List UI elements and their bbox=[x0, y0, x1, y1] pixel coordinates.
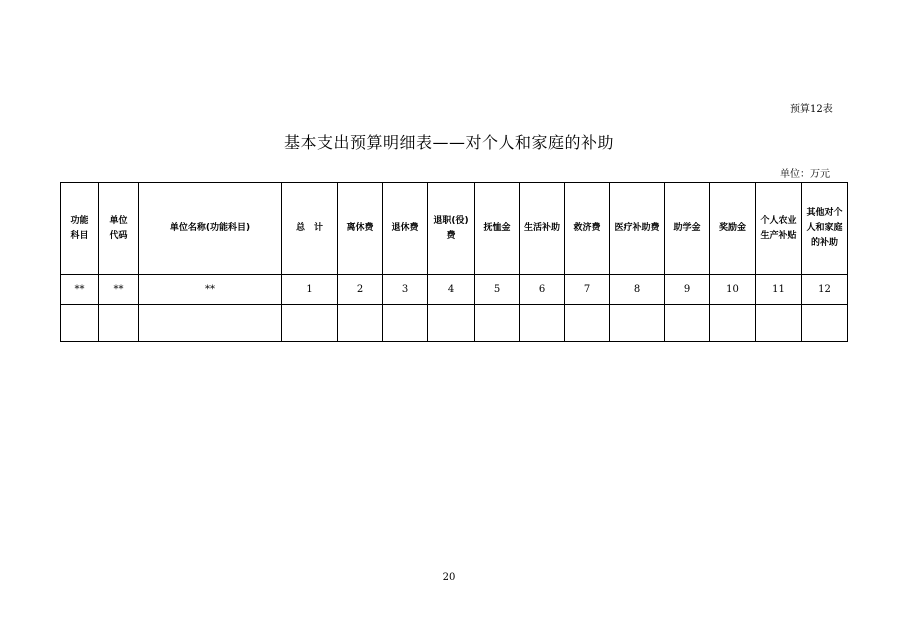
table-cell: 3 bbox=[383, 275, 428, 305]
table-cell: ** bbox=[61, 275, 99, 305]
table-cell: 12 bbox=[802, 275, 848, 305]
unit-label: 单位：万元 bbox=[780, 169, 830, 180]
column-header: 生活补助 bbox=[520, 183, 565, 275]
budget-table bbox=[60, 182, 848, 342]
table-cell bbox=[710, 305, 756, 342]
table-cell: 7 bbox=[565, 275, 610, 305]
column-header: 退休费 bbox=[383, 183, 428, 275]
page-title: 基本支出预算明细表——对个人和家庭的补助 bbox=[283, 133, 614, 152]
table-cell bbox=[139, 305, 282, 342]
table-header-row bbox=[61, 183, 848, 275]
column-header: 退职(役) 费 bbox=[428, 183, 475, 275]
table-cell: 6 bbox=[520, 275, 565, 305]
page-number: 20 bbox=[442, 572, 456, 583]
table-cell bbox=[428, 305, 475, 342]
column-header: 离休费 bbox=[338, 183, 383, 275]
table-cell bbox=[282, 305, 338, 342]
table-cell: 11 bbox=[756, 275, 802, 305]
form-number: 预算12表 bbox=[790, 104, 833, 115]
table-cell bbox=[802, 305, 848, 342]
column-header: 其他对个 人和家庭 的补助 bbox=[802, 183, 848, 275]
table-cell bbox=[338, 305, 383, 342]
column-header: 个人农业 生产补贴 bbox=[756, 183, 802, 275]
column-header: 单位 代码 bbox=[99, 183, 139, 275]
column-header: 功能 科目 bbox=[61, 183, 99, 275]
table-cell bbox=[99, 305, 139, 342]
column-header: 医疗补助费 bbox=[610, 183, 665, 275]
column-header: 救济费 bbox=[565, 183, 610, 275]
column-header: 助学金 bbox=[665, 183, 710, 275]
column-header: 总 计 bbox=[282, 183, 338, 275]
table-row bbox=[61, 305, 848, 342]
table-row bbox=[61, 275, 848, 305]
table-cell bbox=[665, 305, 710, 342]
table-cell: 5 bbox=[475, 275, 520, 305]
table-cell: ** bbox=[139, 275, 282, 305]
table-cell bbox=[610, 305, 665, 342]
table-cell: 4 bbox=[428, 275, 475, 305]
table-cell bbox=[61, 305, 99, 342]
table-cell: 9 bbox=[665, 275, 710, 305]
column-header: 单位名称(功能科目) bbox=[139, 183, 282, 275]
table-cell bbox=[565, 305, 610, 342]
table-cell: 8 bbox=[610, 275, 665, 305]
table-cell: 1 bbox=[282, 275, 338, 305]
table-cell: 10 bbox=[710, 275, 756, 305]
column-header: 奖励金 bbox=[710, 183, 756, 275]
table-cell bbox=[383, 305, 428, 342]
column-header: 抚恤金 bbox=[475, 183, 520, 275]
table-cell bbox=[520, 305, 565, 342]
table-cell bbox=[756, 305, 802, 342]
table-cell: 2 bbox=[338, 275, 383, 305]
table-cell bbox=[475, 305, 520, 342]
table-cell: ** bbox=[99, 275, 139, 305]
